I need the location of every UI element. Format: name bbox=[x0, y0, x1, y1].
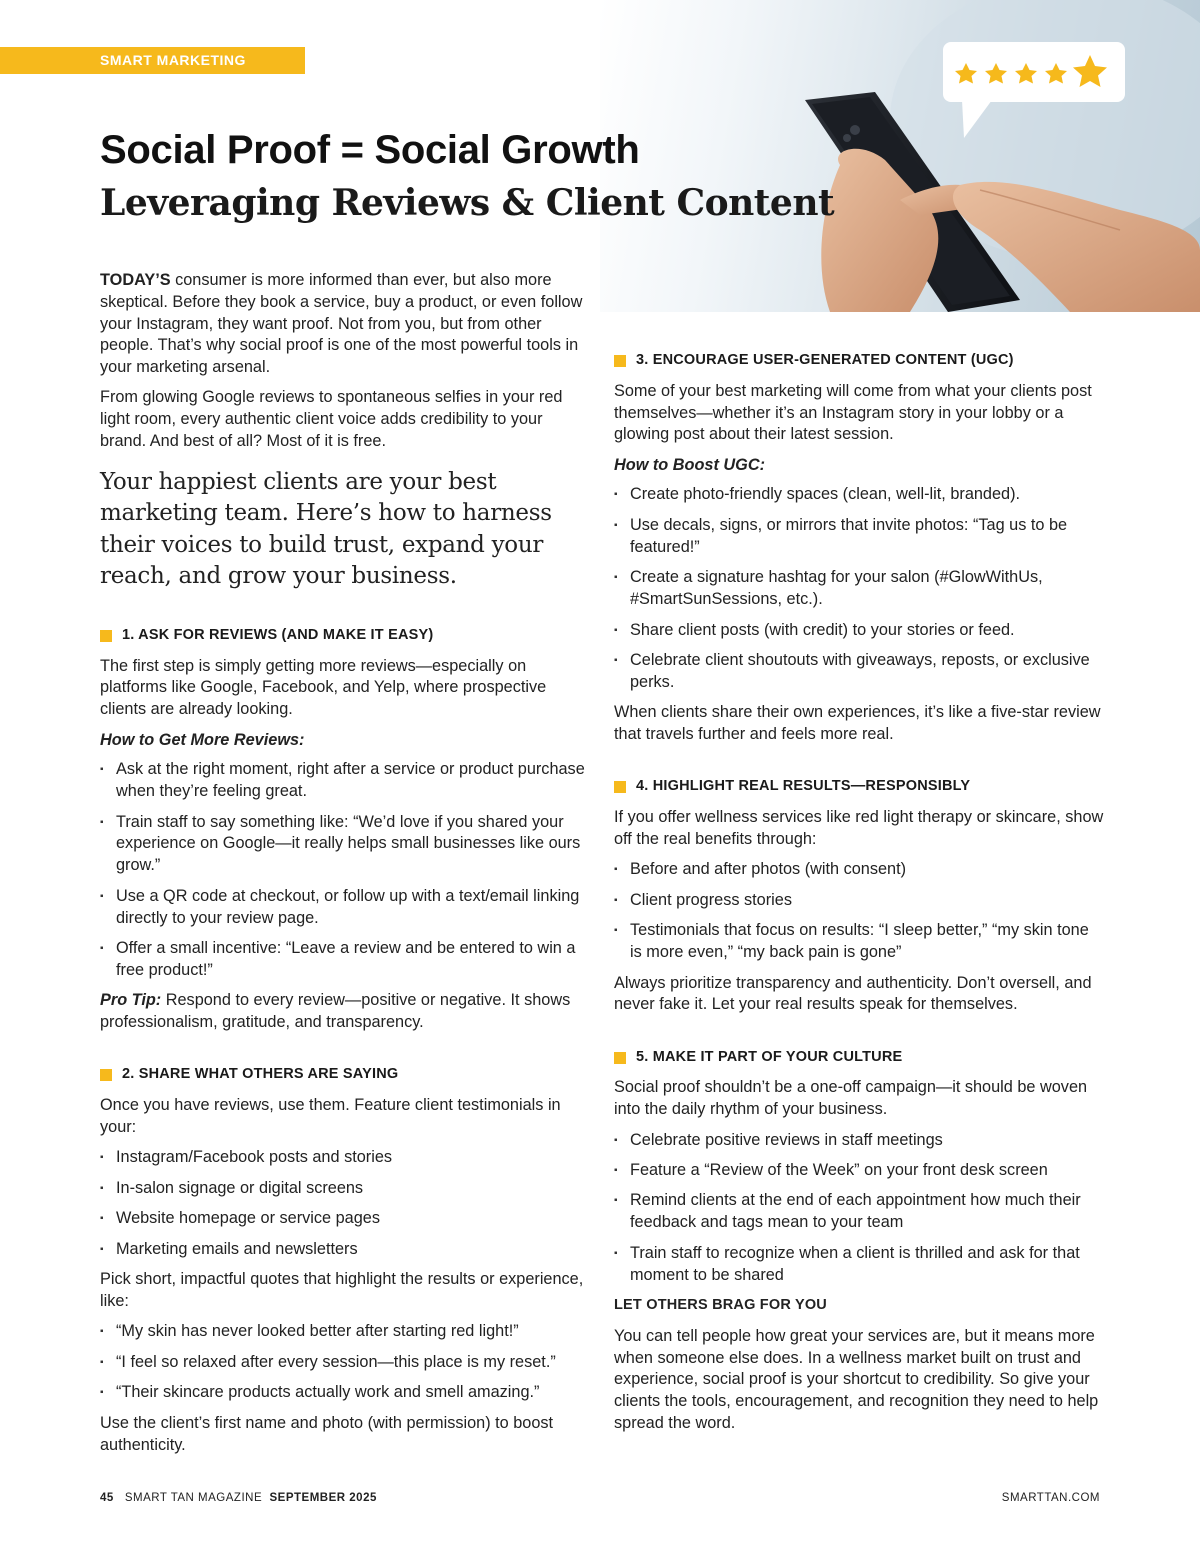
list-item: ▪ Celebrate client shoutouts with giveaways, reposts, or exclusive perks. bbox=[614, 650, 1104, 694]
square-bullet-icon bbox=[100, 630, 112, 642]
list-item: ▪ Create a signature hashtag for your salon (#GlowWithUs, #SmartSunSessions, etc.). bbox=[614, 567, 1104, 611]
section-4-body: If you offer wellness services like red light therapy or skincare, show off the real benefits through: bbox=[614, 808, 1104, 848]
section-2-heading: 2. SHARE WHAT OTHERS ARE SAYING bbox=[100, 1064, 585, 1086]
list-item: ▪ Website homepage or service pages bbox=[100, 1208, 585, 1230]
section-1-heading: 1. ASK FOR REVIEWS (AND MAKE IT EASY) bbox=[100, 625, 585, 647]
pro-tip: Pro Tip: Respond to every review—positive or negative. It shows professionalism, gratitude, and transparency. bbox=[100, 991, 571, 1032]
right-column bbox=[614, 350, 1104, 1443]
square-bullet-icon bbox=[614, 355, 626, 367]
list-item: ▪ “I feel so relaxed after every session—this place is my reset.” bbox=[100, 1352, 585, 1374]
issue-date: SEPTEMBER 2025 bbox=[269, 1492, 377, 1504]
square-bullet-icon bbox=[614, 781, 626, 793]
article-title: Social Proof = Social Growth bbox=[100, 128, 640, 172]
list-item: ▪ Share client posts (with credit) to your stories or feed. bbox=[614, 620, 1104, 642]
section-tag: SMART MARKETING bbox=[0, 47, 305, 74]
section-2-body-2: Pick short, impactful quotes that highlight the results or experience, like: bbox=[100, 1270, 584, 1310]
list-item: ▪ “Their skincare products actually work and smell amazing.” bbox=[100, 1382, 585, 1404]
section-3-body: Some of your best marketing will come from what your clients post themselves—whether it’s an Instagram story in your lobby or a glowing post about their latest session. bbox=[614, 381, 1092, 444]
section-1-list bbox=[100, 759, 585, 981]
section-4-heading: 4. HIGHLIGHT REAL RESULTS—RESPONSIBLY bbox=[614, 776, 1104, 798]
section-3-subhead: How to Boost UGC: bbox=[614, 455, 766, 474]
list-item: ▪ Feature a “Review of the Week” on your front desk screen bbox=[614, 1160, 1104, 1182]
list-item: ▪ Use decals, signs, or mirrors that invite photos: “Tag us to be featured!” bbox=[614, 515, 1104, 559]
pull-quote: Your happiest clients are your best marketing team. Here’s how to harness their voices to build trust, expand your reach, and grow your business. bbox=[100, 468, 552, 590]
list-item: ▪ Train staff to recognize when a client is thrilled and ask for that moment to be shared bbox=[614, 1243, 1104, 1287]
section-1-body: The first step is simply getting more reviews—especially on platforms like Google, Facebook, and Yelp, where prospective clients are already looking. bbox=[100, 656, 547, 719]
footer-left bbox=[100, 1492, 377, 1504]
section-4-closing: Always prioritize transparency and authenticity. Don’t oversell, and never fake it. Let your real results speak for themselves. bbox=[614, 973, 1092, 1014]
intro-lead: TODAY’S bbox=[100, 271, 171, 289]
section-3-closing: When clients share their own experiences, it’s like a five-star review that travels further and feels more real. bbox=[614, 703, 1101, 744]
conclusion-body: You can tell people how great your services are, but it means more when someone else does. In a wellness market built on trust and experience, social proof is your shortcut to credibility. So give your clients the tools, encouragement, and recognition they need to help spread the word. bbox=[614, 1326, 1099, 1433]
list-item: ▪ Create photo-friendly spaces (clean, well-lit, branded). bbox=[614, 484, 1104, 506]
section-2-list bbox=[100, 1147, 585, 1260]
section-5-heading: 5. MAKE IT PART OF YOUR CULTURE bbox=[614, 1047, 1104, 1069]
list-item: ▪ Offer a small incentive: “Leave a review and be entered to win a free product!” bbox=[100, 938, 585, 982]
section-2-body: Once you have reviews, use them. Feature client testimonials in your: bbox=[100, 1096, 561, 1136]
section-3-list bbox=[614, 484, 1104, 693]
section-4-list bbox=[614, 859, 1104, 964]
conclusion-heading: LET OTHERS BRAG FOR YOU bbox=[614, 1297, 827, 1314]
list-item: ▪ “My skin has never looked better after starting red light!” bbox=[100, 1321, 585, 1343]
list-item: ▪ Testimonials that focus on results: “I sleep better,” “my skin tone is more even,” “my back pain is gone” bbox=[614, 920, 1104, 964]
list-item: ▪ Before and after photos (with consent) bbox=[614, 859, 1104, 881]
list-item: ▪ In-salon signage or digital screens bbox=[100, 1178, 585, 1200]
phone-review-illustration bbox=[600, 0, 1200, 312]
section-3-heading: 3. ENCOURAGE USER-GENERATED CONTENT (UGC) bbox=[614, 350, 1104, 372]
section-2-quotes bbox=[100, 1321, 585, 1404]
list-item: ▪ Train staff to say something like: “We’d love if you shared your experience on Google—it really helps small businesses like ours grow.” bbox=[100, 812, 585, 877]
magazine-name: SMART TAN MAGAZINE bbox=[124, 1492, 263, 1504]
intro-paragraph-2: From glowing Google reviews to spontaneous selfies in your red light room, every authentic client voice adds credibility to your brand. And best of all? Most of it is free. bbox=[100, 388, 563, 451]
section-1-subhead: How to Get More Reviews: bbox=[100, 730, 305, 749]
left-column bbox=[100, 270, 585, 1465]
list-item: ▪ Ask at the right moment, right after a service or product purchase when they’re feeling great. bbox=[100, 759, 585, 803]
section-5-body: Social proof shouldn’t be a one-off campaign—it should be woven into the daily rhythm of your business. bbox=[614, 1078, 1088, 1119]
hero-photo bbox=[600, 0, 1200, 312]
footer-website: SMARTTAN.COM bbox=[1001, 1492, 1100, 1504]
intro-paragraph-1: TODAY’S consumer is more informed than ever, but also more skeptical. Before they book a service, buy a product, or even follow your Instagram, they want proof. Not from you, but from other people. That’s why social proof is one of the most powerful tools in your marketing arsenal. bbox=[100, 271, 583, 377]
square-bullet-icon bbox=[614, 1052, 626, 1064]
list-item: ▪ Remind clients at the end of each appointment how much their feedback and tags mean to your team bbox=[614, 1190, 1104, 1234]
section-2-closing: Use the client’s first name and photo (with permission) to boost authenticity. bbox=[100, 1413, 554, 1454]
page-number: 45 bbox=[100, 1492, 114, 1504]
section-5-list bbox=[614, 1130, 1104, 1287]
list-item: ▪ Client progress stories bbox=[614, 890, 1104, 912]
list-item: ▪ Instagram/Facebook posts and stories bbox=[100, 1147, 585, 1169]
article-subtitle: Leveraging Reviews & Client Content bbox=[100, 182, 835, 224]
list-item: ▪ Use a QR code at checkout, or follow up with a text/email linking directly to your review page. bbox=[100, 886, 585, 930]
square-bullet-icon bbox=[100, 1069, 112, 1081]
list-item: ▪ Marketing emails and newsletters bbox=[100, 1239, 585, 1261]
list-item: ▪ Celebrate positive reviews in staff meetings bbox=[614, 1130, 1104, 1152]
